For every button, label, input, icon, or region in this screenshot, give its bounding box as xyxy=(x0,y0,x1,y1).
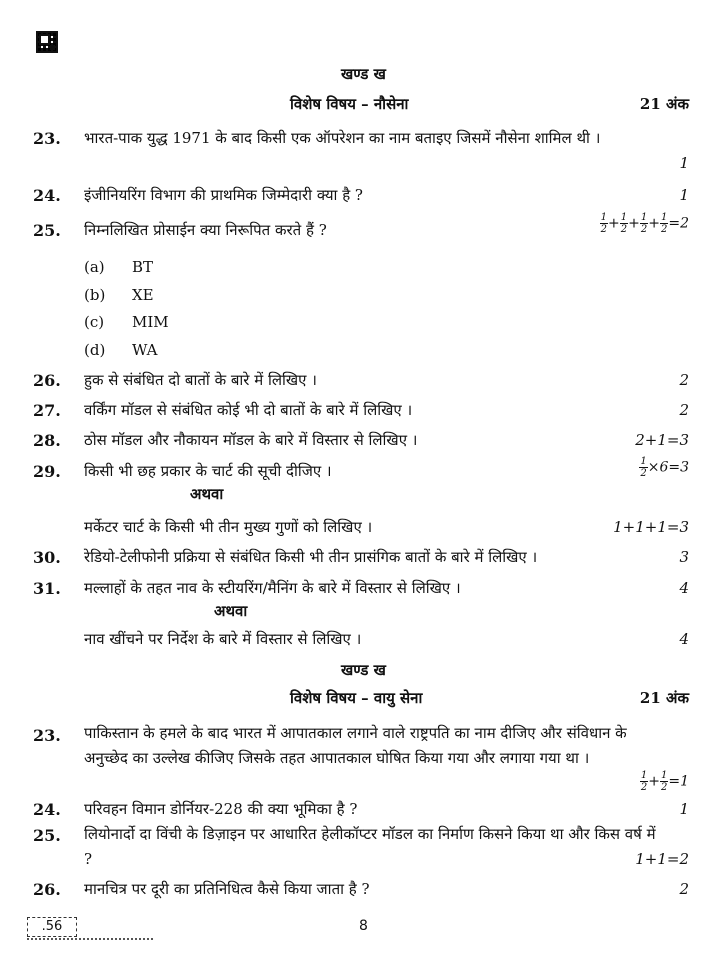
question-number: 28. xyxy=(33,431,61,450)
subject-title: विशेष विषय – नौसेना xyxy=(290,95,409,113)
marks-expression: $\frac{1}{2}$ + $\frac{1}{2}$ =1 xyxy=(640,770,689,793)
question-marks: 3 xyxy=(679,548,689,566)
question-text: मल्लाहों के तहत नाव के स्टीयरिंग/मैनिंग के बारे में विस्तार से लिखिए । xyxy=(84,579,461,597)
fraction: $\frac{1}{2}$ xyxy=(640,456,647,479)
question-marks: 2 xyxy=(679,401,689,419)
fraction: $\frac{1}{2}$ xyxy=(600,212,608,235)
question-text: हुक से संबंधित दो बातों के बारे में लिखिए । xyxy=(84,371,317,389)
option-text: XE xyxy=(132,286,154,304)
question-marks: 1 xyxy=(679,186,689,204)
question-marks: 1 xyxy=(679,154,689,172)
option-text: BT xyxy=(132,258,154,276)
question-text: मर्केटर चार्ट के किसी भी तीन मुख्य गुणों को लिखिए । xyxy=(84,518,373,536)
question-marks: 1+1+1=3 xyxy=(613,518,689,536)
question-marks: 2 xyxy=(679,371,689,389)
question-marks: 1+1=2 xyxy=(635,850,689,868)
option-label: (c) xyxy=(84,313,105,331)
question-text: रेडियो-टेलीफोनी प्रक्रिया से संबंधित किसी भी तीन प्रासंगिक बातों के बारे में लिखिए । xyxy=(84,548,538,566)
fraction: $\frac{1}{2}$ xyxy=(620,212,628,235)
question-number: 30. xyxy=(33,548,61,567)
question-number: 23. xyxy=(33,129,61,148)
subject-title: विशेष विषय – वायु सेना xyxy=(290,689,423,707)
question-marks: ×6=3 xyxy=(647,459,689,476)
question-text: मानचित्र पर दूरी का प्रतिनिधित्व कैसे किया जाता है ? xyxy=(84,880,370,898)
question-number: 24. xyxy=(33,800,61,819)
option-label: (b) xyxy=(84,286,106,304)
option-text: WA xyxy=(132,341,158,359)
option-label: (d) xyxy=(84,341,106,359)
paper-code: .56 xyxy=(27,917,77,937)
or-label: अथवा xyxy=(214,602,248,620)
question-number: 25. xyxy=(33,826,61,845)
question-text: नाव खींचने पर निर्देश के बारे में विस्तार से लिखिए । xyxy=(84,630,362,648)
marks-expression xyxy=(639,456,689,479)
section-heading: खण्ड ख xyxy=(341,65,386,83)
total-marks: 21 अंक xyxy=(639,95,689,113)
question-number: 25. xyxy=(33,221,61,240)
question-number: 26. xyxy=(33,880,61,899)
question-number: 24. xyxy=(33,186,61,205)
option-text: MIM xyxy=(132,313,169,331)
question-text: निम्नलिखित प्रोसाईन क्या निरूपित करते हैं ? xyxy=(84,221,327,239)
question-marks: 2 xyxy=(679,880,689,898)
question-number: 26. xyxy=(33,371,61,390)
fraction: $\frac{1}{2}$ xyxy=(660,212,668,235)
question-marks: 4 xyxy=(679,630,689,648)
question-marks: =1 xyxy=(668,773,689,790)
question-text: लियोनार्दो दा विंची के डिज़ाइन पर आधारित हेलीकॉप्टर मॉडल का निर्माण किसने किया था और किस वर्ष में ? xyxy=(84,825,656,868)
question-marks: =2 xyxy=(668,215,689,232)
question-number: 23. xyxy=(33,726,61,745)
question-text: ठोस मॉडल और नौकायन मॉडल के बारे में विस्तार से लिखिए । xyxy=(84,431,418,449)
question-text: इंजीनियरिंग विभाग की प्राथमिक जिम्मेदारी क्या है ? xyxy=(84,186,363,204)
page-number: 8 xyxy=(359,918,368,934)
question-marks: 2+1=3 xyxy=(635,431,689,449)
marks-expression: $\frac{1}{2}$ + $\frac{1}{2}$ + $\frac{1}{2}$ + $\frac{1}{2}$ =2 xyxy=(600,212,689,235)
option-label: (a) xyxy=(84,258,105,276)
question-text: पाकिस्तान के हमले के बाद भारत में आपातकाल लगाने वाले राष्ट्रपति का नाम दीजिए और संविधान के अनुच्छेद का उल्लेख कीजिए जिसके तहत आपातकाल घोषित किया गया और लगाया गया था । xyxy=(84,724,627,767)
question-number: 31. xyxy=(33,579,61,598)
question-text: भारत-पाक युद्ध 1971 के बाद किसी एक ऑपरेशन का नाम बताइए जिसमें नौसेना शामिल थी । xyxy=(84,129,601,147)
question-number: 29. xyxy=(33,462,61,481)
fraction: $\frac{1}{2}$ xyxy=(640,770,648,793)
or-label: अथवा xyxy=(190,485,224,503)
footer-divider xyxy=(27,938,155,940)
fraction: $\frac{1}{2}$ xyxy=(640,212,648,235)
question-text: परिवहन विमान डोर्नियर-228 की क्या भूमिका है ? xyxy=(84,800,358,818)
question-marks: 1 xyxy=(679,800,689,818)
section-heading: खण्ड ख xyxy=(341,661,386,679)
question-text: किसी भी छह प्रकार के चार्ट की सूची दीजिए । xyxy=(84,462,332,480)
fraction: $\frac{1}{2}$ xyxy=(660,770,668,793)
qr-code-icon xyxy=(36,31,58,53)
question-number: 27. xyxy=(33,401,61,420)
question-marks: 4 xyxy=(679,579,689,597)
total-marks: 21 अंक xyxy=(639,689,689,707)
question-text: वर्किंग मॉडल से संबंधित कोई भी दो बातों के बारे में लिखिए । xyxy=(84,401,413,419)
